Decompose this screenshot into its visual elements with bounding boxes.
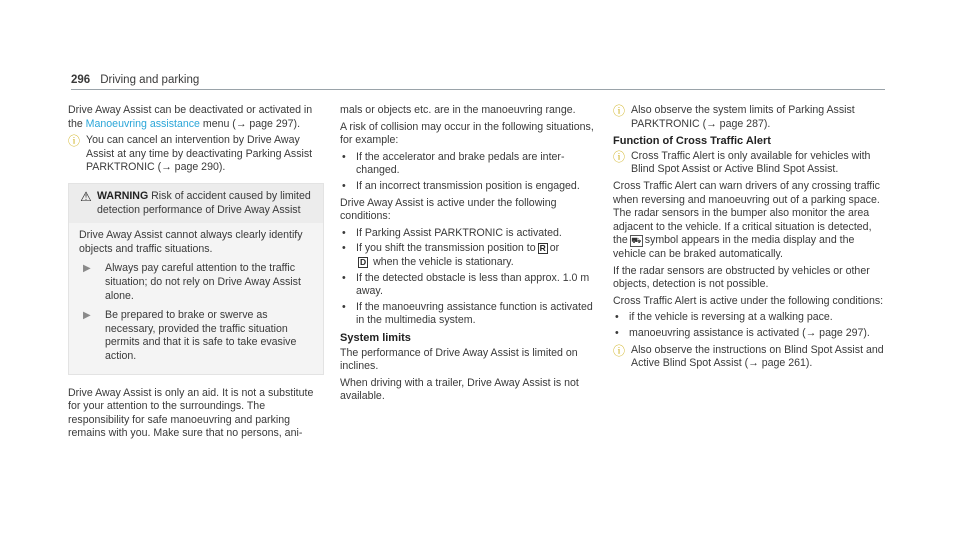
column-2: [340, 104, 596, 407]
list-item: • If an incorrect transmission position is engaged.: [342, 179, 580, 192]
column-3: [613, 104, 885, 374]
paragraph-conditions: Drive Away Assist is active under the following conditions:: [340, 196, 557, 223]
conditions-list: [340, 227, 596, 328]
info-icon: ⓘ: [68, 134, 81, 149]
cross-traffic-list: [613, 311, 885, 340]
warning-body: [69, 223, 323, 363]
header-divider: [71, 89, 885, 90]
paragraph-aid: Drive Away Assist is only an aid. It is not a substitute for your attention to the surroundings. The responsibility for safe manoeuvring and parking remains with you. Make sure that no persons, ani-: [68, 386, 314, 440]
paragraph-inclines: The performance of Drive Away Assist is limited on inclines.: [340, 346, 578, 373]
arrow-icon: ▶: [83, 263, 91, 275]
cross-traffic-heading: Function of Cross Traffic Alert: [613, 135, 771, 148]
cross-traffic-alert-icon: ⛟: [631, 236, 642, 246]
list-item: • If the detected obstacle is less than approx. 1.0 m away.: [342, 271, 590, 298]
page-number: 296: [71, 74, 91, 86]
paragraph-radar-obstructed: If the radar sensors are obstructed by vehicles or other objects, detection is not possible.: [613, 264, 870, 291]
list-item: • if the vehicle is reversing at a walking pace.: [615, 311, 833, 324]
info-icon: ⓘ: [613, 104, 626, 118]
column-1: [68, 104, 324, 444]
gear-d-icon: D: [360, 256, 367, 267]
warning-triangle-icon: ⚠: [80, 188, 92, 204]
info-note: ⓘ You can cancel an intervention by Drive Away Assist at any time by deactivating Parking Assist PARKTRONIC (→ page 290).: [68, 134, 313, 174]
paragraph-active-conditions: Cross Traffic Alert is active under the following conditions:: [613, 294, 884, 307]
system-limits-heading: System limits: [340, 331, 411, 344]
section-title: Driving and parking: [100, 74, 200, 86]
info-icon: ⓘ: [613, 343, 626, 358]
paragraph-cross-traffic: Cross Traffic Alert can warn drivers of any crossing traffic when reversing and manoeuvring out of a parking space. The radar sensors in the bumper also monitor the area adjacent to the vehicle. If a critical situation is detected, the ⛟ symbol appears in the media display and the vehicle can be braked automatically.: [613, 179, 880, 260]
paragraph-deactivation: Drive Away Assist can be deactivated or activated in the Manoeuvring assistance menu (→ page 297).: [68, 104, 313, 130]
paragraph-continued: mals or objects etc. are in the manoeuvring range.: [340, 104, 576, 116]
warning-item: ▶ Be prepared to brake or swerve as necessary, provided the traffic situation permits and that it is safe to take evasive action.: [79, 309, 313, 363]
info-note: ⓘ Also observe the instructions on Blind Spot Assist and Active Blind Spot Assist (→ page 261).: [613, 343, 884, 370]
warning-title: WARNING: [97, 189, 149, 202]
info-note: ⓘ Cross Traffic Alert is only available for vehicles with Blind Spot Assist or Active Blind Spot Assist.: [613, 149, 871, 176]
list-item: • If you shift the transmission position to R or D when the vehicle is stationary.: [342, 242, 560, 268]
list-item: • If Parking Assist PARKTRONIC is activated.: [342, 226, 562, 239]
paragraph-trailer: When driving with a trailer, Drive Away Assist is not available.: [340, 376, 579, 403]
paragraph-collision-risk: A risk of collision may occur in the following situations, for example:: [340, 120, 594, 147]
info-note: ⓘ Also observe the system limits of Parking Assist PARKTRONIC (→ page 287).: [613, 104, 855, 130]
warning-header: [69, 184, 323, 223]
info-icon: ⓘ: [613, 149, 626, 164]
arrow-icon: ▶: [83, 310, 91, 322]
warning-box: [68, 183, 324, 375]
page-header: [71, 74, 199, 88]
gear-r-icon: R: [539, 243, 546, 254]
manoeuvring-assistance-link[interactable]: Manoeuvring assistance: [85, 117, 200, 130]
warning-body-text: Drive Away Assist cannot always clearly identify objects and traffic situations.: [79, 229, 303, 255]
list-item: • If the manoeuvring assistance function is activated in the multimedia system.: [342, 300, 593, 327]
collision-list: [340, 151, 596, 194]
list-item: • manoeuvring assistance is activated (→ page 297).: [615, 326, 870, 339]
warning-item: ▶ Always pay careful attention to the traffic situation; do not rely on Drive Away Assist alone.: [79, 262, 313, 303]
list-item: • If the accelerator and brake pedals are interchanged.: [342, 150, 565, 177]
warning-text: Risk of accident caused by limited detection performance of Drive Away Assist: [97, 189, 311, 216]
